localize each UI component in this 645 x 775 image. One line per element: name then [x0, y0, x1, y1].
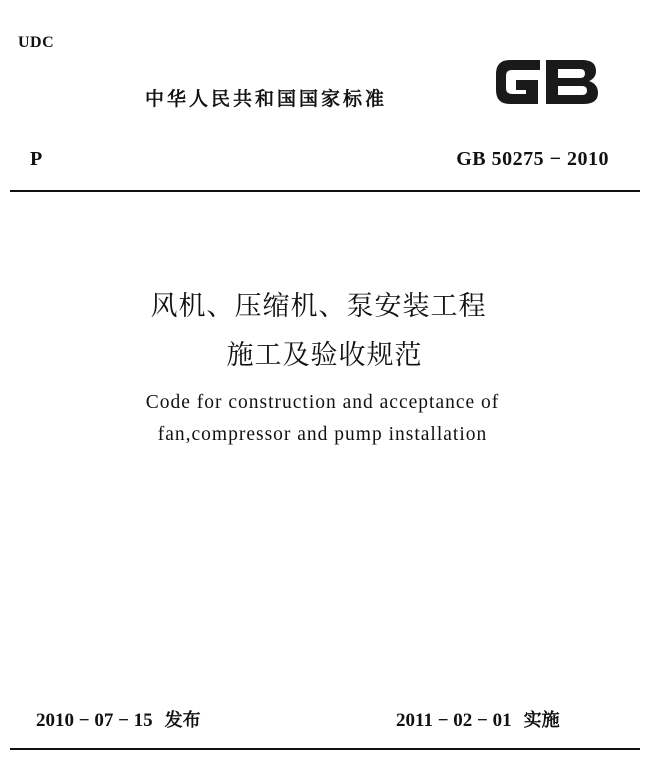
udc-label: UDC: [18, 34, 55, 51]
implementation-date-row: [396, 706, 560, 732]
title-en-line1: Code for construction and acceptance of: [145, 392, 500, 413]
title-cn-line2: 施工及验收规范: [226, 340, 423, 371]
issue-date-row: [36, 706, 201, 732]
footer-divider: [10, 748, 640, 750]
issue-label: 发布: [164, 710, 201, 731]
title-en-line2: fan,compressor and pump installation: [157, 424, 488, 445]
implementation-label: 实施: [523, 710, 560, 731]
gb-logo: [488, 50, 603, 114]
header-divider: [10, 190, 640, 192]
title-cn-line1: 风机、压缩机、泵安装工程: [150, 291, 487, 322]
gb-logo-graphic: [488, 50, 603, 114]
implementation-date: 2011 − 02 − 01: [396, 710, 512, 731]
national-standard-heading: 中华人民共和国国家标准: [145, 88, 388, 110]
issue-date: 2010 − 07 − 15: [36, 710, 153, 731]
standard-number: GB 50275 − 2010: [456, 148, 609, 170]
classification-code: P: [30, 148, 43, 170]
